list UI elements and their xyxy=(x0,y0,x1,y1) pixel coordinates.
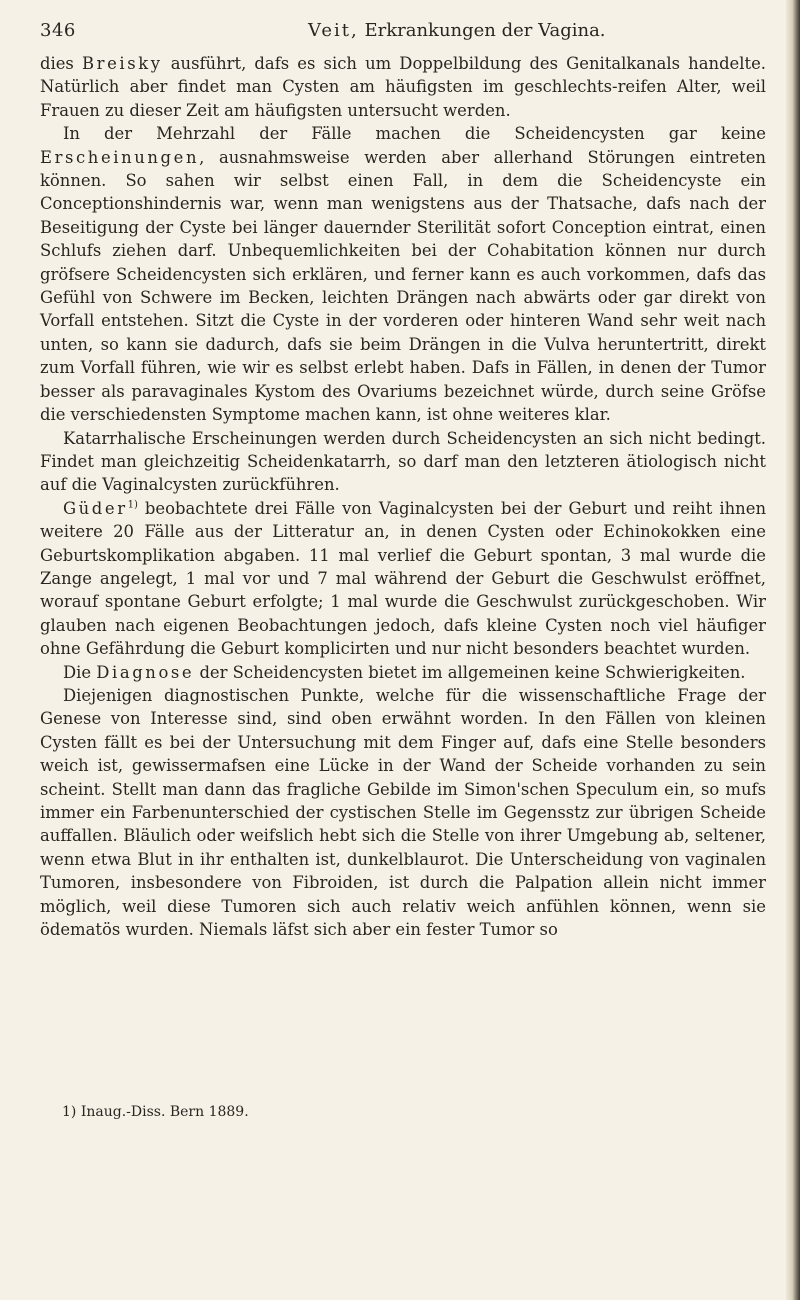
text-run: In der Mehrzahl der Fälle machen die Scheidencysten gar keine xyxy=(62,124,766,144)
running-head xyxy=(308,20,606,41)
paragraph xyxy=(40,427,766,497)
spaced-term: Güder xyxy=(62,498,128,518)
page-edge-shadow xyxy=(786,0,800,1300)
running-head-title: Erkrankungen der Vagina. xyxy=(364,20,606,41)
paragraph xyxy=(40,497,766,661)
footnote: 1) Inaug.-Diss. Bern 1889. xyxy=(62,1104,249,1120)
text-run: Katarrhalische Erscheinungen werden durch Scheidencysten an sich nicht bedingt. Findet man gleichzeitig Scheidenkatarrh, so darf man den letzteren ätiologisch nicht auf die Vaginalcysten zurückführen. xyxy=(40,428,766,495)
text-run: dies xyxy=(40,54,82,73)
page-header xyxy=(38,20,778,46)
paragraph xyxy=(40,52,766,122)
text-run: der Scheidencysten bietet im allgemeinen keine Schwierigkeiten. xyxy=(194,662,746,682)
text-run: ausführt, dafs es sich um Doppelbildung des Genitalkanals handelte. Natürlich aber findet man Cysten am häufigsten im geschlechts-reifen Alter, weil Frauen zu dieser Zeit am häufigsten untersucht werden. xyxy=(40,54,766,120)
footnote-marker: 1) xyxy=(127,499,138,511)
spaced-term: Erscheinungen xyxy=(40,147,200,167)
text-run: beobachtete drei Fälle von Vaginalcysten bei der Geburt und reiht ihnen weitere 20 Fälle aus der Litteratur an, in denen Cysten oder Echinokokken eine Geburtskomplikation abgaben. 11 mal verlief die Geburt spontan, 3 mal wurde die Zange angelegt, 1 mal vor und 7 mal während der Geburt die Geschwulst eröffnet, worauf spontane Geburt erfolgte; 1 mal wurde die Geschwulst zurückgeschoben. Wir glauben nach eigenen Beobachtungen jedoch, dafs kleine Cysten noch viel häufiger ohne Gefährdung die Geburt komplicirten und nur nicht besonders beachtet wurden. xyxy=(40,498,766,659)
spaced-term: Diagnose xyxy=(96,662,195,682)
paragraph xyxy=(40,684,766,941)
running-head-author: Veit, xyxy=(308,20,359,41)
spaced-term: Breisky xyxy=(81,54,163,73)
page-number: 346 xyxy=(40,20,76,41)
text-run: Die xyxy=(62,662,97,682)
paragraph xyxy=(40,122,766,426)
text-run: , ausnahmsweise werden aber allerhand Störungen eintreten können. So sahen wir selbst einen Fall, in dem die Scheidencyste ein Conceptionshindernis war, wenn man wenigstens aus der Thatsache, dafs nach der Beseitigung der Cyste bei länger dauernder Sterilität sofort Conception eintrat, einen Schlufs ziehen darf. Unbequemlichkeiten bei der Cohabitation können nur durch gröfsere Scheidencysten sich erklären, und ferner kann es auch vorkommen, dafs das Gefühl von Schwere im Becken, leichten Drängen nach abwärts oder gar direkt von Vorfall entstehen. Sitzt die Cyste in der vorderen oder hinteren Wand sehr weit nach unten, so kann sie dadurch, dafs sie beim Drängen in die Vulva heruntertritt, direkt zum Vorfall führen, wie wir es selbst erlebt haben. Dafs in Fällen, in denen der Tumor besser als paravaginales Kystom des Ovariums bezeichnet würde, durch seine Gröfse die verschiedensten Symptome machen kann, ist ohne weiteres klar. xyxy=(40,147,766,425)
text-run: Diejenigen diagnostischen Punkte, welche für die wissenschaftliche Frage der Genese von Interesse sind, sind oben erwähnt worden. In den Fällen von kleinen Cysten fällt es bei der Untersuchung mit dem Finger auf, dafs eine Stelle besonders weich ist, gewissermafsen eine Lücke in der Wand der Scheide vorhanden zu sein scheint. Stellt man dann das fragliche Gebilde im Simon'schen Speculum ein, so mufs immer ein Farbenunterschied der cystischen Stelle im Gegensstz zur übrigen Scheide auffallen. Bläulich oder weifslich hebt sich die Stelle von ihrer Umgebung ab, seltener, wenn etwa Blut in ihr enthalten ist, dunkelblaurot. Die Unterscheidung von vaginalen Tumoren, insbesondere von Fibroiden, ist durch die Palpation allein nicht immer möglich, weil diese Tumoren sich auch relativ weich anfühlen können, wenn sie ödematös wurden. Niemals läfst sich aber ein fester Tumor so xyxy=(40,685,766,940)
paragraph xyxy=(40,661,766,684)
body-text xyxy=(40,52,766,941)
